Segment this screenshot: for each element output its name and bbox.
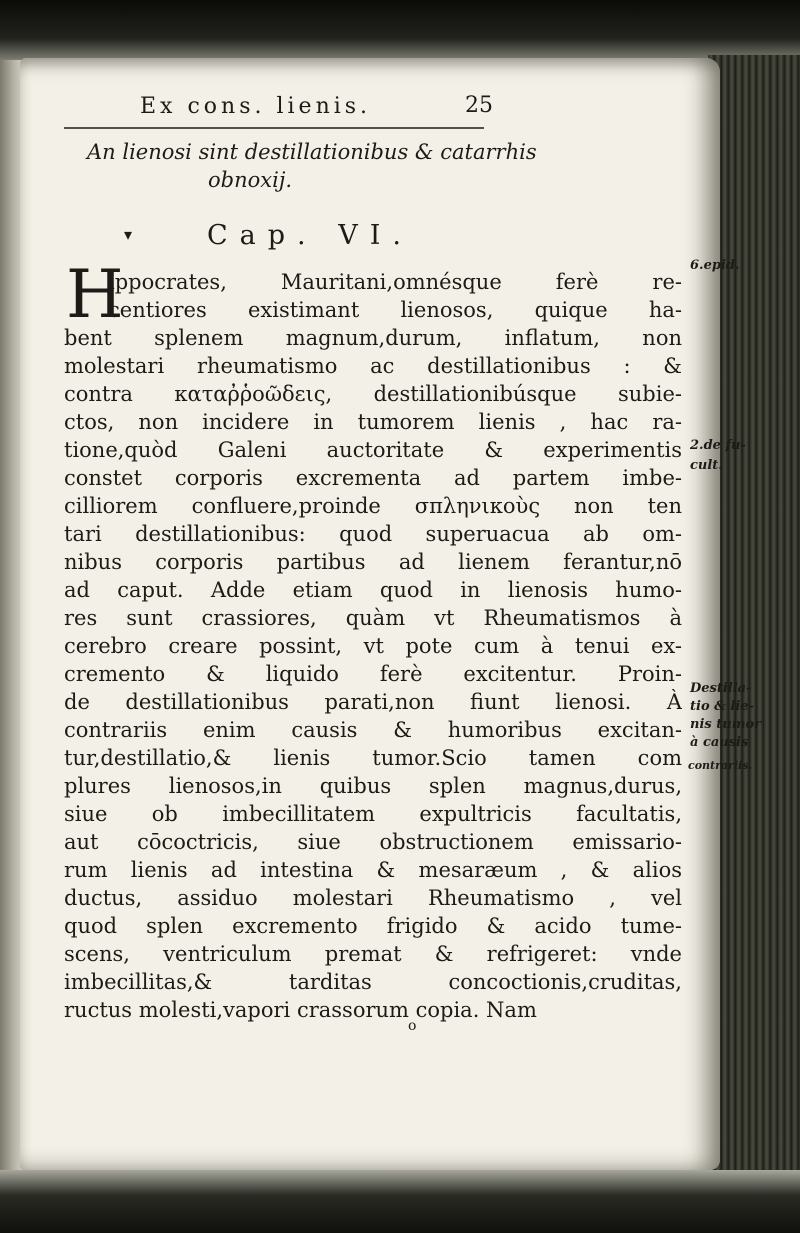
drop-cap: H bbox=[66, 256, 124, 333]
running-head-title: Ex cons. lienis. bbox=[140, 94, 372, 119]
ornament-mark: ▾ bbox=[124, 225, 133, 244]
text-line: contrariis enim causis & humoribus excitan- bbox=[64, 718, 682, 742]
text-line: bent splenem magnum,durum, inflatum, non bbox=[64, 326, 682, 350]
text-line: res sunt crassiores, quàm vt Rheumatismos à bbox=[64, 606, 682, 630]
text-line: ippocrates, Mauritani,omnésque ferè re- bbox=[108, 270, 682, 294]
margin-note: tio & lie- bbox=[690, 699, 754, 714]
margin-note: cult. bbox=[690, 458, 723, 473]
text-line: aut cōcoctricis, siue obstructionem emissario- bbox=[64, 830, 682, 854]
text-line: imbecillitas,& tarditas concoctionis,cruditas, bbox=[64, 970, 682, 994]
text-line: ctos, non incidere in tumorem lienis , hac ra- bbox=[64, 410, 682, 434]
text-line: de destillationibus parati,non fiunt lienosi. À bbox=[64, 690, 682, 714]
text-line: scens, ventriculum premat & refrigeret: vnde bbox=[64, 942, 682, 966]
text-line: nibus corporis partibus ad lienem ferantur,nō bbox=[64, 550, 682, 574]
chapter-label: Cap. VI. bbox=[207, 220, 413, 251]
chapter-heading-line-2: obnoxij. bbox=[208, 168, 292, 192]
page-number: 25 bbox=[465, 93, 493, 118]
text-line: molestari rheumatismo ac destillationibus : & bbox=[64, 354, 682, 378]
margin-note: 6.epid. bbox=[690, 258, 740, 273]
margin-note: contrariis. bbox=[688, 759, 753, 772]
text-line: cremento & liquido ferè excitentur. Proin- bbox=[64, 662, 682, 686]
text-line: rum lienis ad intestina & mesaræum , & alios bbox=[64, 858, 682, 882]
book-page-edges bbox=[708, 55, 800, 1180]
margin-note: à causis bbox=[690, 735, 749, 750]
margin-note: 2.de fu- bbox=[690, 438, 746, 453]
text-line: centiores existimant lienosos, quique ha- bbox=[108, 298, 682, 322]
text-line: ad caput. Adde etiam quod in lienosis humo- bbox=[64, 578, 682, 602]
text-line: tione,quòd Galeni auctoritate & experimentis bbox=[64, 438, 682, 462]
text-line: quod splen excremento frigido & acido tume- bbox=[64, 914, 682, 938]
margin-note: nis tumor bbox=[690, 717, 761, 732]
text-line: tur,destillatio,& lienis tumor.Scio tamen com bbox=[64, 746, 682, 770]
text-line: ductus, assiduo molestari Rheumatismo , vel bbox=[64, 886, 682, 910]
header-rule bbox=[64, 127, 484, 129]
book-bottom-edge bbox=[0, 1170, 800, 1233]
chapter-heading-line-1: An lienosi sint destillationibus & catarrhis bbox=[87, 140, 537, 164]
margin-note: Destilla- bbox=[690, 681, 752, 696]
signature-mark: o bbox=[408, 1018, 417, 1034]
text-line: cilliorem confluere,proinde σπληνικοὺς non ten bbox=[64, 494, 682, 518]
text-line: siue ob imbecillitatem expultricis facultatis, bbox=[64, 802, 682, 826]
text-line: plures lienosos,in quibus splen magnus,durus, bbox=[64, 774, 682, 798]
text-line: cerebro creare possint, vt pote cum à tenui ex- bbox=[64, 634, 682, 658]
text-line: contra καταῤῥοῶδεις, destillationibúsque subie- bbox=[64, 382, 682, 406]
text-line: constet corporis excrementa ad partem imbe- bbox=[64, 466, 682, 490]
text-line: tari destillationibus: quod superuacua ab om- bbox=[64, 522, 682, 546]
text-line: ructus molesti,vapori crassorum copia. Nam bbox=[64, 998, 537, 1022]
